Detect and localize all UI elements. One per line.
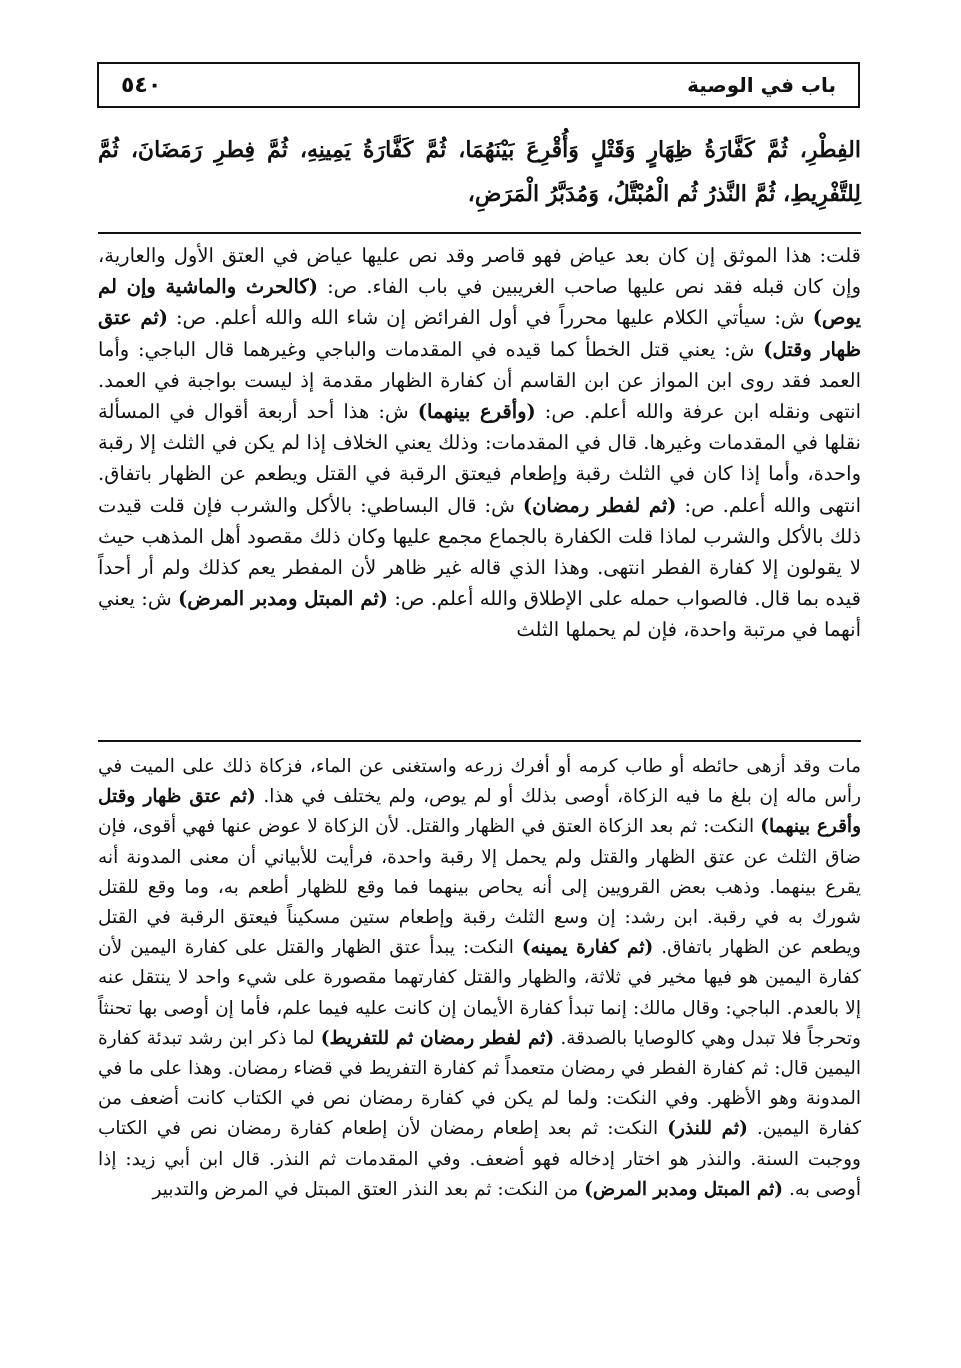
quoted-matn: (ثم عتق ظهار وقتل) [98,306,861,361]
quoted-matn: (ثم لفطر رمضان) [522,493,677,517]
quoted-matn: (ثم عتق ظهار وقتل وأقرع بينهما) [98,786,862,838]
commentary-text: من النكت: ثم بعد النذر العتق المبتل في المرض والتدبير [152,1178,585,1200]
page-header [97,62,860,108]
page-number: ٥٤٠ [121,72,162,98]
quoted-matn: (كالحرث والماشية وإن لم يوص) [98,275,861,330]
chapter-title: باب في الوصية [687,73,836,97]
commentary-upper-paragraph [98,240,861,646]
commentary-text: النكت: ثم بعد إطعام رمضان لأن إطعام كفارة رمضان نص في الكتاب ووجبت السنة. والنذر هو اختار إدخاله فهو أضعف. وفي المقدمات ثم النذر. قال ابن أبي زيد: إذا أوصى به. [98,1118,861,1200]
quoted-matn: (ثم كفارة يمينه) [521,937,654,959]
quoted-matn: (ثم المبتل ومدبر المرض) [177,587,388,611]
commentary-upper [98,240,861,646]
commentary-text: ش: قال البساطي: بالأكل والشرب فإن قلت قيدت ذلك بالأكل والشرب لماذا قلت الكفارة بالجماع مجمع عليها وكان ذلك مقصود أهل المذهب حيث لا يقولون إلا كفارة الفطر انتهى. وهذا الذي قاله غير ظاهر لأن المفطر يعم كذلك ولم أر أحداً قيده بما قال. فالصواب حمله على الإطلاق والله أعلم. ص: [98,493,861,611]
main-text-body: الفِطْرِ، ثُمَّ كَفَّارَةُ ظِهَارٍ وَقَتْلٍ وَأُقْرِعَ بَيْنَهُمَا، ثُمَّ كَفَّارَةُ يَمِينِهِ، ثُمَّ فِطرِ رَمَضَانَ، ثُمَّ لِلتَّفْرِيطِ، ثُمَّ النَّذرُ ثُم الْمُبْتَّلُ، وَمُدَبَّرُ الْمَرَضِ، [98,137,861,207]
commentary-text: ش: يعني قتل الخطأ كما قيده في المقدمات والباجي وغيرهما قال الباجي: وأما العمد فقد روى ابن المواز عن ابن القاسم أن كفارة الظهار مقدمة إذ ليست بواجبة في العمد. انتهى ونقله ابن عرفة والله أعلم. ص: [98,337,861,424]
quoted-matn: (ثم للنذر) [667,1118,748,1140]
commentary-lower-paragraph [98,752,861,1205]
commentary-text: لما ذكر ابن رشد تبدئة كفارة اليمين قال: ثم كفارة الفطر في رمضان متعمداً ثم كفارة التفريط في قضاء رمضان. وهذا على ما في المدونة وهو الأظهر. وفي النكت: ولما لم يكن في كفارة رمضان نص في الكتاب كانت أضعف من كفارة اليمين. [98,1027,862,1140]
commentary-lower [98,752,861,1205]
quoted-matn: (ثم المبتل ومدبر المرض) [584,1178,784,1200]
separator-rule-top [98,232,861,234]
commentary-text: النكت: ثم بعد الزكاة العتق في الظهار والقتل. لأن الزكاة لا عوض عنها فهي أقوى، فإن ضاق الثلث عن عتق الظهار والقتل ولم يحمل إلا رقبة واحدة، فرأيت للأبياني أن معنى المدونة أنه يقرع بينهما. وذهب بعض القرويين إلى أنه يحاص بينهما فما وقع للظهار أطعم به، وما وقع للقتل شورك به في رقبة. ابن رشد: إن وسع الثلث رقبة وإطعام ستين مسكيناً فيعتق الرقبة في القتل ويطعم عن الظهار باتفاق. [98,816,861,959]
main-text [98,128,861,216]
commentary-text: ش: يعني أنهما في مرتبة واحدة، فإن لم يحملها الثلث [98,587,861,642]
commentary-text: قلت: هذا الموثق إن كان بعد عياض فهو قاصر وقد نص عليها عياض في العتق الأول والعارية، وإن كان قبله فقد نص عليها صاحب الغريبين في باب الفاء. ص: [98,244,861,299]
commentary-text: ش: هذا أحد أربعة أقوال في المسألة نقلها في المقدمات وغيرها. قال في المقدمات: وذلك يعني الخلاف إذا لم يكن في الثلث إلا رقبة واحدة، وأما إذا كان في الثلث رقبة وإطعام فيعتق الرقبة في القتل ويطعم عن الظهار باتفاق. انتهى والله أعلم. ص: [98,400,862,517]
commentary-text: النكت: يبدأ عتق الظهار والقتل على كفارة اليمين لأن كفارة اليمين هو فيها مخير في ثلاثة، والظهار والقتل كفارتهما مقصورة على شيء واحد لا ينتقل عنه إلا بالعدم. الباجي: وقال مالك: إنما تبدأ كفارة الأيمان إن كانت عليه فيما علم، فأما إن أوصى بها تحنثاً وتحرجاً فلا تبدل وهي كالوصايا بالصدقة. [98,937,861,1049]
quoted-matn: (وأقرع بينهما) [417,400,536,424]
separator-rule-bottom [98,740,861,742]
commentary-text: مات وقد أزهى حائطه أو طاب كرمه أو أفرك زرعه واستغنى عن الماء، فزكاة ذلك على الميت في رأس ماله إن بلغ ما فيه الزكاة، أوصى بذلك أو لم يوص، ولم يختلف في هذا. [98,756,861,808]
commentary-text: ش: سيأتي الكلام عليها محرراً في أول الفرائض إن شاء الله والله أعلم. ص: [168,306,813,330]
quoted-matn: (ثم لفطر رمضان ثم للتفريط) [320,1027,555,1049]
